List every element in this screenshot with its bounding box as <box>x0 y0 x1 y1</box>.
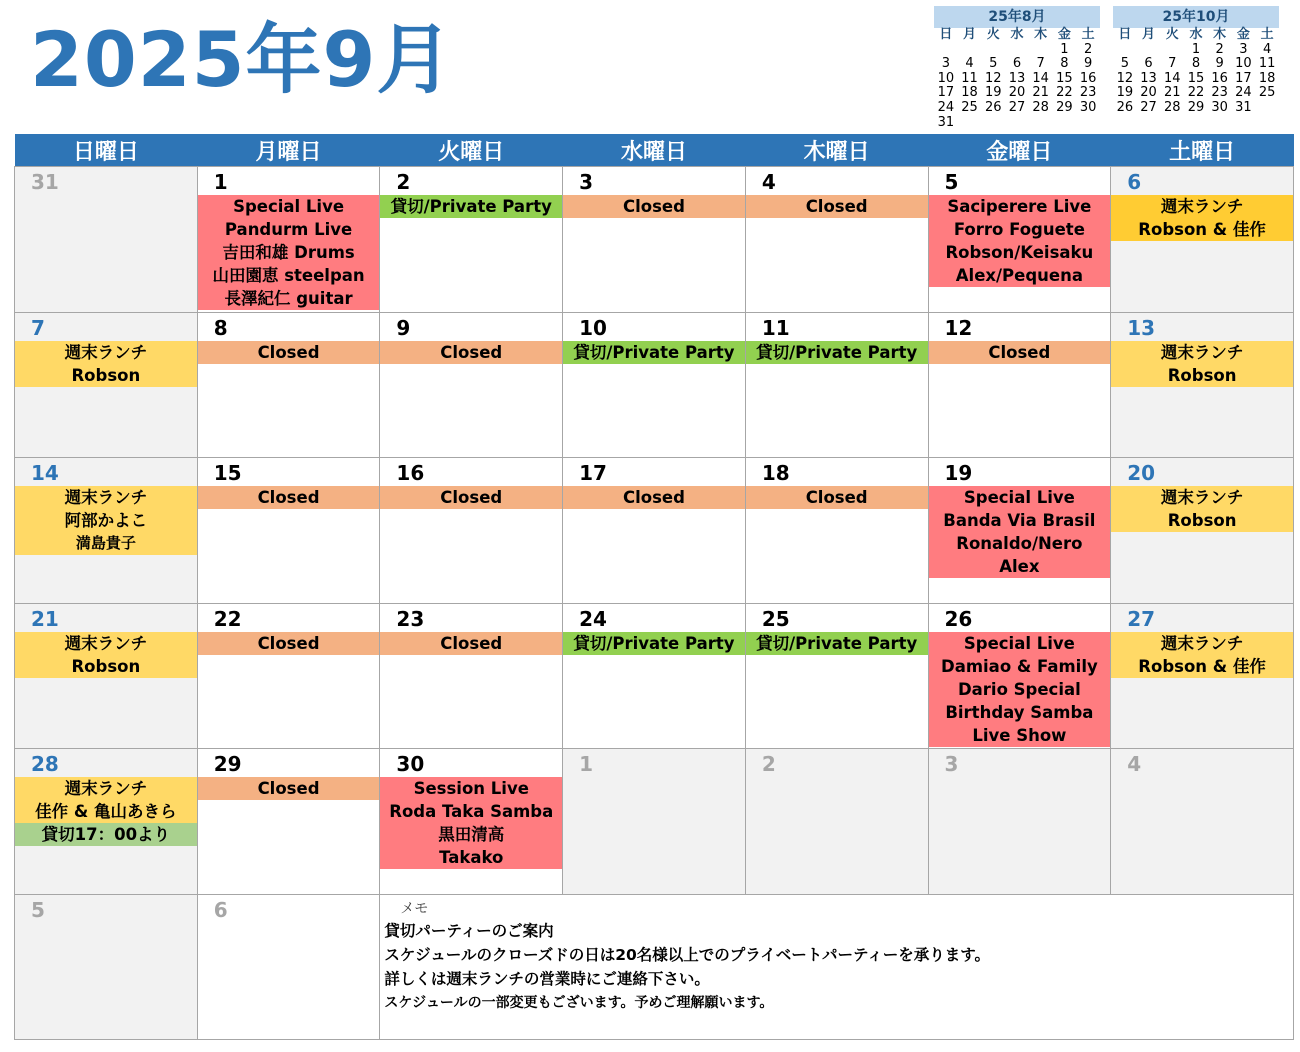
event-line: 週末ランチ <box>1160 633 1244 653</box>
event-line: 黒田清高 <box>438 825 505 844</box>
calendar-grid <box>14 134 1294 1040</box>
mini-calendar-next <box>1113 6 1279 116</box>
event-line: Alex <box>999 557 1040 576</box>
mini-day: 18 <box>1258 70 1276 86</box>
mini-day: 27 <box>1140 99 1157 115</box>
mini-dow-row <box>1113 28 1279 43</box>
day-number: 20 <box>1127 461 1156 485</box>
event-line: Banda Via Brasil <box>943 511 1096 530</box>
mini-dow: 金 <box>1057 27 1071 42</box>
mini-dow: 木 <box>1034 27 1048 42</box>
day-cell <box>745 167 928 313</box>
day-number: 12 <box>944 315 973 340</box>
week-row <box>15 167 1294 313</box>
day-number: 10 <box>579 315 607 340</box>
mini-day: 15 <box>1056 70 1073 86</box>
mini-day: 8 <box>1060 56 1069 72</box>
mini-day: 26 <box>1116 99 1134 115</box>
mini-dow: 水 <box>1189 27 1203 42</box>
event-line: Robson <box>71 656 141 676</box>
day-cell <box>380 312 563 458</box>
day-cell <box>15 894 198 1040</box>
weekday-header: 水曜日 <box>563 134 746 167</box>
day-cell <box>563 749 746 895</box>
day-cell <box>380 167 563 313</box>
mini-day: 12 <box>1116 70 1134 86</box>
event-line: Closed <box>440 488 503 507</box>
day-cell <box>928 458 1111 604</box>
event-line: 貸切/Private Party <box>756 342 918 362</box>
event-line: 貸切/Private Party <box>573 342 735 362</box>
event-closed <box>198 341 380 364</box>
mini-day: 5 <box>989 56 998 72</box>
day-number: 28 <box>31 752 59 776</box>
mini-day <box>958 116 982 131</box>
mini-day: 13 <box>1008 70 1026 86</box>
day-number: 4 <box>761 170 776 194</box>
mini-calendar-prev <box>934 6 1100 130</box>
event-line: 貸切17：00より <box>41 825 171 844</box>
event-line: 佳作 & 亀山あきら <box>35 802 177 821</box>
event-line: Special Live <box>233 197 345 216</box>
event-line: Special Live <box>963 633 1075 653</box>
day-cell <box>197 167 380 313</box>
mini-day: 4 <box>1262 41 1272 57</box>
mini-day: 12 <box>984 70 1002 86</box>
mini-week-row <box>934 72 1100 87</box>
mini-day: 23 <box>1211 85 1228 101</box>
event-line: Live Show <box>972 725 1067 745</box>
event-live <box>198 195 380 310</box>
event-closed <box>198 777 380 800</box>
event-line: Robson & 佳作 <box>1138 656 1266 676</box>
day-cell <box>1111 312 1294 458</box>
day-cell <box>197 312 380 458</box>
day-cell <box>745 458 928 604</box>
mini-dow: 日 <box>939 27 953 42</box>
event-live <box>929 195 1111 287</box>
mini-day: 17 <box>1235 70 1252 86</box>
mini-day: 7 <box>1036 56 1045 72</box>
mini-day <box>1005 43 1029 58</box>
event-line: Birthday Samba <box>945 702 1094 722</box>
day-cell <box>15 167 198 313</box>
event-closed <box>380 486 562 509</box>
event-line: Roda Taka Samba <box>389 802 554 821</box>
event-line: Closed <box>257 488 320 507</box>
mini-day <box>1053 116 1077 131</box>
mini-day <box>981 43 1005 58</box>
mini-week-row <box>934 86 1100 101</box>
weekday-header: 土曜日 <box>1111 134 1294 167</box>
event-line: Closed <box>622 488 685 507</box>
event-line: Closed <box>440 633 503 653</box>
day-cell <box>15 458 198 604</box>
event-line: Robson <box>71 365 141 385</box>
mini-day <box>1113 43 1137 58</box>
day-number: 16 <box>396 461 425 485</box>
event-line: Damiao & Family <box>941 656 1098 676</box>
weekday-header: 月曜日 <box>197 134 380 167</box>
mini-day: 21 <box>1163 85 1181 101</box>
day-number: 15 <box>213 461 242 485</box>
day-number: 9 <box>396 315 411 340</box>
event-line: 週末ランチ <box>1160 342 1244 362</box>
event-closed <box>563 195 745 218</box>
event-line: 山田園恵 steelpan <box>212 266 365 285</box>
day-cell <box>1111 603 1294 749</box>
mini-day: 10 <box>937 70 955 86</box>
day-number: 30 <box>396 752 425 776</box>
day-cell <box>15 749 198 895</box>
mini-day: 9 <box>1215 56 1224 72</box>
week-row <box>15 894 1294 1040</box>
weekday-header: 金曜日 <box>928 134 1111 167</box>
event-lunch <box>15 632 197 678</box>
mini-day <box>958 43 982 58</box>
mini-day: 4 <box>965 56 974 72</box>
day-cell <box>197 894 380 1040</box>
event-line: Closed <box>440 342 503 362</box>
page-title: 2025年9月 <box>30 15 454 104</box>
mini-day: 3 <box>1239 41 1248 57</box>
mini-day: 18 <box>961 85 978 101</box>
day-cell <box>197 749 380 895</box>
mini-day: 6 <box>1012 56 1022 72</box>
weekday-header: 日曜日 <box>15 134 198 167</box>
week-row <box>15 458 1294 604</box>
mini-day <box>981 116 1005 131</box>
week-row <box>15 312 1294 458</box>
day-number: 1 <box>213 170 228 194</box>
mini-day <box>1076 116 1100 131</box>
mini-day: 3 <box>941 56 950 72</box>
day-cell <box>380 749 563 895</box>
event-line: Forro Foguete <box>953 220 1085 239</box>
day-cell <box>563 458 746 604</box>
day-number: 25 <box>761 606 790 631</box>
day-cell <box>563 603 746 749</box>
day-cell <box>197 603 380 749</box>
mini-dow: 月 <box>963 27 977 42</box>
memo-line: スケジュールのクローズドの日は20名様以上でのプライベートパーティーを承ります。 <box>384 945 991 964</box>
mini-day: 27 <box>1008 99 1026 115</box>
mini-day: 31 <box>937 114 955 130</box>
event-line: 週末ランチ <box>1160 197 1244 216</box>
event-line: Closed <box>257 342 320 362</box>
event-lunch <box>15 777 197 823</box>
day-number: 7 <box>31 315 45 340</box>
mini-week-row <box>934 57 1100 72</box>
event-line: 貸切/Private Party <box>390 197 552 216</box>
event-line: Closed <box>805 488 868 507</box>
mini-day: 29 <box>1187 99 1205 115</box>
event-private <box>563 341 745 364</box>
mini-day <box>934 43 958 58</box>
event-line: Special Live <box>963 488 1075 507</box>
mini-dow: 土 <box>1260 27 1274 42</box>
mini-dow: 木 <box>1213 27 1227 42</box>
mini-day <box>1160 43 1184 58</box>
day-cell <box>1111 167 1294 313</box>
day-number: 4 <box>1127 752 1142 776</box>
event-closed <box>746 486 928 509</box>
mini-day: 15 <box>1187 70 1205 86</box>
event-line: Robson <box>1167 511 1237 530</box>
memo-line: 詳しくは週末ランチの営業時にご連絡下さい。 <box>384 969 710 988</box>
memo-line: 貸切パーティーのご案内 <box>384 921 554 940</box>
mini-day <box>1005 116 1029 131</box>
mini-day: 28 <box>1032 99 1049 115</box>
mini-day: 28 <box>1163 99 1181 115</box>
day-cell <box>745 603 928 749</box>
event-line: 阿部かよこ <box>64 511 148 530</box>
mini-day: 2 <box>1083 41 1093 57</box>
event-live <box>929 486 1111 578</box>
event-lunch <box>1111 486 1293 532</box>
mini-day: 30 <box>1211 99 1228 115</box>
day-cell <box>928 167 1111 313</box>
event-line: 週末ランチ <box>64 488 148 507</box>
event-closed <box>380 341 562 364</box>
day-number: 14 <box>31 461 59 485</box>
day-number: 5 <box>944 170 959 194</box>
day-cell <box>380 603 563 749</box>
event-line: Ronaldo/Nero <box>956 534 1083 553</box>
day-cell <box>745 749 928 895</box>
event-private <box>746 632 928 655</box>
event-line: 週末ランチ <box>1160 488 1244 507</box>
day-number: 2 <box>396 170 411 194</box>
day-number: 11 <box>761 315 790 340</box>
event-line: Robson & 佳作 <box>1138 220 1266 239</box>
mini-day: 20 <box>1140 85 1157 101</box>
event-line: Closed <box>988 342 1051 362</box>
mini-week-row <box>934 43 1100 58</box>
event-line: 週末ランチ <box>64 779 148 798</box>
event-closed <box>929 341 1111 364</box>
mini-week-row <box>1113 43 1279 58</box>
day-number: 2 <box>761 752 776 776</box>
mini-day: 11 <box>961 70 978 86</box>
day-number: 27 <box>1127 606 1156 631</box>
event-line: Robson/Keisaku <box>945 243 1094 262</box>
mini-dow: 火 <box>986 27 1000 42</box>
event-lunch <box>15 341 197 387</box>
mini-dow: 月 <box>1142 27 1156 42</box>
day-cell <box>15 603 198 749</box>
day-cell <box>928 312 1111 458</box>
mini-day: 25 <box>961 99 978 115</box>
day-cell <box>928 603 1111 749</box>
day-number: 6 <box>1127 170 1142 194</box>
day-number: 17 <box>579 461 607 485</box>
memo-label: メモ <box>400 900 429 917</box>
mini-dow: 日 <box>1118 27 1132 42</box>
event-line: Closed <box>257 633 320 653</box>
mini-day: 14 <box>1163 70 1181 86</box>
memo-text <box>384 919 1293 1015</box>
mini-day <box>1255 101 1279 116</box>
event-lunch <box>1111 632 1293 678</box>
day-cell <box>745 312 928 458</box>
day-number: 22 <box>213 606 242 631</box>
event-line: Closed <box>805 197 868 216</box>
week-row <box>15 603 1294 749</box>
event-line: Takako <box>439 848 504 867</box>
mini-day <box>1029 116 1053 131</box>
day-cell <box>563 312 746 458</box>
event-rent <box>15 823 197 846</box>
memo-line: スケジュールの一部変更もございます。予めご理解願います。 <box>384 994 774 1011</box>
mini-day: 26 <box>984 99 1002 115</box>
mini-day: 9 <box>1083 56 1093 72</box>
event-private <box>380 195 562 218</box>
day-cell <box>563 167 746 313</box>
event-closed <box>198 632 380 655</box>
event-line: 貸切/Private Party <box>573 633 735 653</box>
event-line: Pandurm Live <box>224 220 353 239</box>
event-line: 貸切/Private Party <box>756 633 918 653</box>
event-line: Closed <box>257 779 320 798</box>
mini-day: 19 <box>1116 85 1134 101</box>
mini-dow-row <box>934 28 1100 43</box>
event-lunch2 <box>1111 195 1293 241</box>
day-cell <box>928 749 1111 895</box>
day-number: 18 <box>761 461 790 485</box>
day-cell <box>1111 458 1294 604</box>
mini-day: 22 <box>1187 85 1205 101</box>
event-line: Robson <box>1167 365 1237 385</box>
mini-day: 1 <box>1060 41 1069 57</box>
mini-day: 2 <box>1215 41 1224 57</box>
mini-day: 11 <box>1258 56 1276 72</box>
mini-day: 14 <box>1032 70 1049 86</box>
mini-week-row <box>1113 72 1279 87</box>
event-line: Saciperere Live <box>947 197 1092 216</box>
day-number: 21 <box>31 606 59 631</box>
day-number: 6 <box>213 897 228 922</box>
mini-day: 10 <box>1235 56 1252 72</box>
mini-day: 17 <box>937 85 955 101</box>
mini-calendar-month: 25年10月 <box>1113 6 1279 28</box>
event-live <box>929 632 1111 747</box>
mini-day: 20 <box>1008 85 1026 101</box>
day-cell <box>15 312 198 458</box>
mini-day: 22 <box>1056 85 1073 101</box>
mini-dow: 金 <box>1236 27 1250 42</box>
day-number: 13 <box>1127 315 1156 340</box>
memo-cell <box>380 894 1294 1040</box>
mini-day: 16 <box>1211 70 1228 86</box>
mini-calendar-month: 25年8月 <box>934 6 1100 28</box>
mini-day <box>1137 43 1161 58</box>
mini-day: 1 <box>1191 41 1201 57</box>
day-cell <box>1111 749 1294 895</box>
day-number: 8 <box>213 315 228 340</box>
mini-day: 24 <box>1235 85 1252 101</box>
event-line: 週末ランチ <box>64 633 148 653</box>
day-number: 19 <box>944 461 973 485</box>
event-line: Dario Special <box>957 679 1081 699</box>
event-line: 満島貴子 <box>75 534 136 552</box>
mini-day: 13 <box>1140 70 1157 86</box>
event-lunch <box>15 486 197 555</box>
event-closed <box>198 486 380 509</box>
event-line: Closed <box>622 197 685 216</box>
mini-day: 23 <box>1079 85 1097 101</box>
mini-day: 29 <box>1056 99 1073 115</box>
mini-day: 6 <box>1144 56 1153 72</box>
day-number: 23 <box>396 606 425 631</box>
mini-day: 24 <box>937 99 955 115</box>
mini-day: 21 <box>1032 85 1049 101</box>
day-number: 29 <box>213 752 242 776</box>
mini-day: 30 <box>1079 99 1097 115</box>
mini-day <box>1029 43 1053 58</box>
mini-week-row <box>934 116 1100 131</box>
mini-dow: 水 <box>1010 27 1024 42</box>
event-private <box>746 341 928 364</box>
event-lunch <box>1111 341 1293 387</box>
event-private <box>563 632 745 655</box>
day-cell <box>380 458 563 604</box>
mini-day: 8 <box>1191 56 1201 72</box>
weekday-header: 火曜日 <box>380 134 563 167</box>
day-number: 24 <box>579 606 607 631</box>
mini-week-row <box>1113 57 1279 72</box>
event-line: 吉田和雄 Drums <box>222 243 355 262</box>
day-cell <box>197 458 380 604</box>
event-line: Alex/Pequena <box>955 266 1083 285</box>
day-number: 31 <box>31 170 59 194</box>
mini-week-row <box>1113 101 1279 116</box>
mini-week-row <box>1113 86 1279 101</box>
day-number: 3 <box>944 752 959 776</box>
mini-dow: 火 <box>1165 27 1179 42</box>
event-line: 長澤紀仁 guitar <box>224 289 353 308</box>
mini-day: 19 <box>984 85 1002 101</box>
event-closed <box>746 195 928 218</box>
mini-day: 16 <box>1079 70 1097 86</box>
weekday-header: 木曜日 <box>745 134 928 167</box>
week-row <box>15 749 1294 895</box>
mini-week-row <box>934 101 1100 116</box>
event-live <box>380 777 562 869</box>
mini-day: 31 <box>1235 99 1252 115</box>
day-number: 3 <box>579 170 594 194</box>
mini-dow: 土 <box>1081 27 1095 42</box>
day-number: 5 <box>31 897 45 922</box>
day-number: 1 <box>579 752 594 776</box>
mini-day: 7 <box>1168 56 1177 72</box>
mini-day: 25 <box>1258 85 1276 101</box>
event-line: Session Live <box>413 779 529 798</box>
event-line: 週末ランチ <box>64 342 148 362</box>
event-closed <box>563 486 745 509</box>
event-closed <box>380 632 562 655</box>
mini-day: 5 <box>1120 56 1129 72</box>
day-number: 26 <box>944 606 973 631</box>
